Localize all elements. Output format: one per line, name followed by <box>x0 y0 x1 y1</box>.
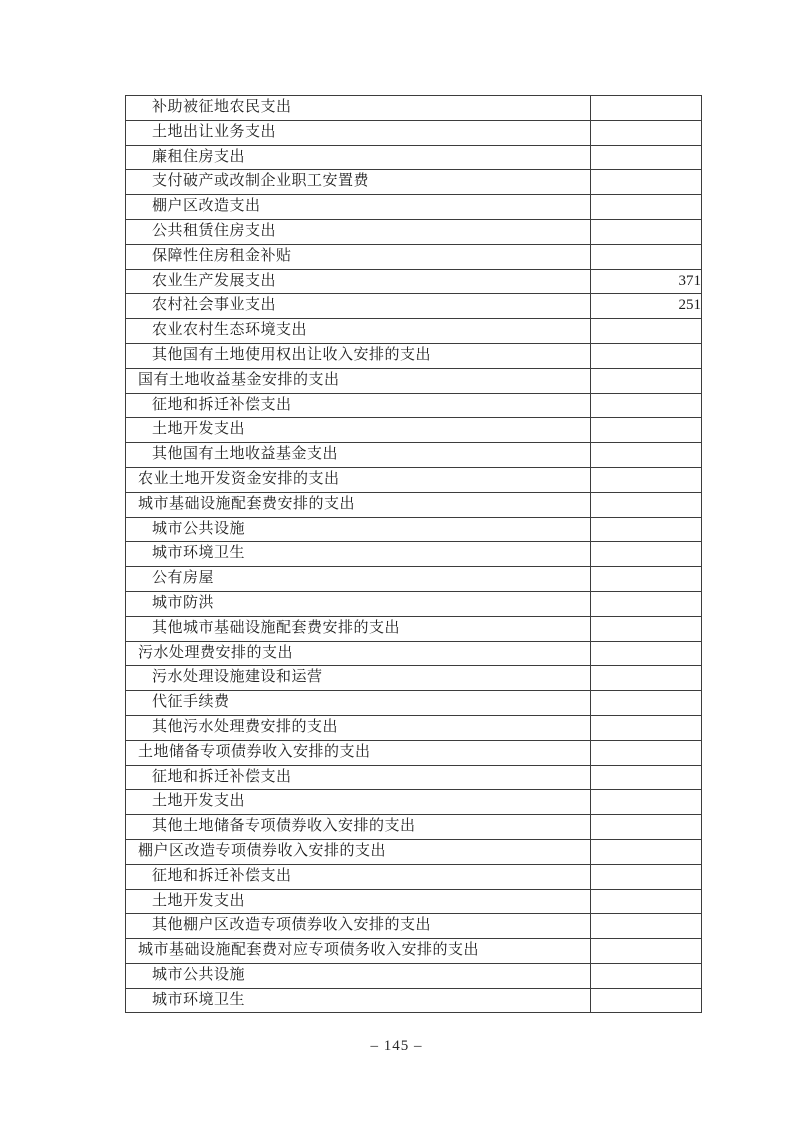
table-row <box>126 368 702 393</box>
table-row <box>126 319 702 344</box>
value-cell <box>591 988 702 1013</box>
page-number: – 145 – <box>370 1038 423 1054</box>
table-row <box>126 145 702 170</box>
table-row <box>126 988 702 1013</box>
value-cell <box>591 691 702 716</box>
budget-table-body <box>126 96 702 1013</box>
value-cell <box>591 914 702 939</box>
value-cell <box>591 963 702 988</box>
item-cell: 土地开发支出 <box>126 418 591 443</box>
value-cell <box>591 740 702 765</box>
value-cell <box>591 864 702 889</box>
item-cell: 土地储备专项债券收入安排的支出 <box>126 740 591 765</box>
table-row <box>126 393 702 418</box>
table-row <box>126 889 702 914</box>
table-row <box>126 740 702 765</box>
value-cell: 371 <box>591 269 702 294</box>
value-cell <box>591 393 702 418</box>
table-row <box>126 591 702 616</box>
item-cell: 征地和拆迁补偿支出 <box>126 765 591 790</box>
value-cell <box>591 145 702 170</box>
item-cell: 城市环境卫生 <box>126 988 591 1013</box>
value-cell: 251 <box>591 294 702 319</box>
item-cell: 公有房屋 <box>126 567 591 592</box>
table-row <box>126 939 702 964</box>
value-cell <box>591 368 702 393</box>
item-cell: 污水处理设施建设和运营 <box>126 666 591 691</box>
item-cell: 其他棚户区改造专项债券收入安排的支出 <box>126 914 591 939</box>
table-row <box>126 170 702 195</box>
table-row <box>126 864 702 889</box>
item-cell: 其他土地储备专项债券收入安排的支出 <box>126 815 591 840</box>
value-cell <box>591 591 702 616</box>
value-cell <box>591 244 702 269</box>
value-cell <box>591 666 702 691</box>
table-row <box>126 467 702 492</box>
budget-table <box>125 95 702 1013</box>
item-cell: 代征手续费 <box>126 691 591 716</box>
value-cell <box>591 120 702 145</box>
table-row <box>126 343 702 368</box>
table-row <box>126 443 702 468</box>
item-cell: 补助被征地农民支出 <box>126 96 591 121</box>
table-row <box>126 567 702 592</box>
item-cell: 棚户区改造专项债券收入安排的支出 <box>126 839 591 864</box>
value-cell <box>591 96 702 121</box>
table-row <box>126 815 702 840</box>
table-row <box>126 914 702 939</box>
table-row <box>126 219 702 244</box>
item-cell: 棚户区改造支出 <box>126 195 591 220</box>
item-cell: 土地出让业务支出 <box>126 120 591 145</box>
table-row <box>126 195 702 220</box>
value-cell <box>591 641 702 666</box>
value-cell <box>591 467 702 492</box>
value-cell <box>591 889 702 914</box>
table-row <box>126 244 702 269</box>
item-cell: 土地开发支出 <box>126 889 591 914</box>
item-cell: 保障性住房租金补贴 <box>126 244 591 269</box>
item-cell: 其他国有土地收益基金支出 <box>126 443 591 468</box>
table-row <box>126 542 702 567</box>
value-cell <box>591 170 702 195</box>
item-cell: 征地和拆迁补偿支出 <box>126 393 591 418</box>
item-cell: 污水处理费安排的支出 <box>126 641 591 666</box>
item-cell: 农业农村生态环境支出 <box>126 319 591 344</box>
item-cell: 农业生产发展支出 <box>126 269 591 294</box>
item-cell: 廉租住房支出 <box>126 145 591 170</box>
item-cell: 国有土地收益基金安排的支出 <box>126 368 591 393</box>
table-row <box>126 492 702 517</box>
item-cell: 城市公共设施 <box>126 517 591 542</box>
table-row <box>126 839 702 864</box>
table-row <box>126 715 702 740</box>
item-cell: 农业土地开发资金安排的支出 <box>126 467 591 492</box>
item-cell: 城市公共设施 <box>126 963 591 988</box>
value-cell <box>591 418 702 443</box>
value-cell <box>591 715 702 740</box>
table-row <box>126 963 702 988</box>
table-row <box>126 666 702 691</box>
item-cell: 土地开发支出 <box>126 790 591 815</box>
item-cell: 城市基础设施配套费对应专项债务收入安排的支出 <box>126 939 591 964</box>
value-cell <box>591 319 702 344</box>
item-cell: 城市防洪 <box>126 591 591 616</box>
value-cell <box>591 815 702 840</box>
table-row <box>126 790 702 815</box>
value-cell <box>591 443 702 468</box>
table-row <box>126 765 702 790</box>
value-cell <box>591 616 702 641</box>
value-cell <box>591 790 702 815</box>
table-row <box>126 691 702 716</box>
item-cell: 其他城市基础设施配套费安排的支出 <box>126 616 591 641</box>
value-cell <box>591 492 702 517</box>
value-cell <box>591 343 702 368</box>
table-row <box>126 96 702 121</box>
value-cell <box>591 839 702 864</box>
item-cell: 农村社会事业支出 <box>126 294 591 319</box>
item-cell: 征地和拆迁补偿支出 <box>126 864 591 889</box>
value-cell <box>591 939 702 964</box>
item-cell: 其他污水处理费安排的支出 <box>126 715 591 740</box>
item-cell: 公共租赁住房支出 <box>126 219 591 244</box>
value-cell <box>591 567 702 592</box>
item-cell: 城市基础设施配套费安排的支出 <box>126 492 591 517</box>
value-cell <box>591 195 702 220</box>
item-cell: 其他国有土地使用权出让收入安排的支出 <box>126 343 591 368</box>
table-row <box>126 616 702 641</box>
value-cell <box>591 219 702 244</box>
table-row <box>126 269 702 294</box>
item-cell: 支付破产或改制企业职工安置费 <box>126 170 591 195</box>
item-cell: 城市环境卫生 <box>126 542 591 567</box>
value-cell <box>591 542 702 567</box>
table-row <box>126 641 702 666</box>
table-row <box>126 294 702 319</box>
table-row <box>126 120 702 145</box>
table-row <box>126 517 702 542</box>
value-cell <box>591 765 702 790</box>
value-cell <box>591 517 702 542</box>
table-row <box>126 418 702 443</box>
